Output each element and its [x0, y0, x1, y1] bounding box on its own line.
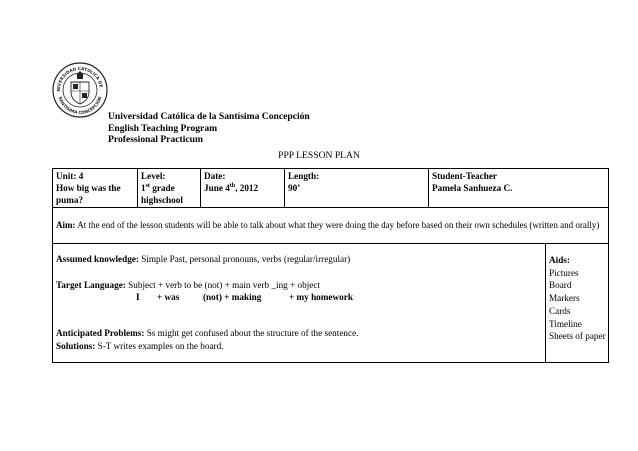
- institution-header: [108, 111, 310, 146]
- aids-column: [549, 254, 606, 343]
- aids-item: Timeline: [549, 318, 582, 329]
- unit-label: Unit: 4: [56, 171, 84, 181]
- date-value: [204, 183, 258, 195]
- date-year: , 2012: [235, 182, 259, 193]
- assumed-knowledge-text: Simple Past, personal pronouns, verbs (regular/irregular): [138, 254, 351, 264]
- level-label: Level:: [141, 171, 166, 181]
- svg-text:UNIVERSIDAD CATOLICA DE LA: NIVERSIDAD CATOLICA DE: [55, 65, 104, 92]
- length-cell: [288, 171, 319, 195]
- aim-label: Aim:: [56, 220, 76, 230]
- date-cell: [204, 171, 258, 195]
- aids-label: Aids:: [549, 255, 570, 265]
- example-making: (not) + making: [203, 292, 262, 302]
- table-divider-info: [52, 207, 609, 208]
- table-border-bottom: [52, 362, 609, 363]
- university-seal: [52, 62, 108, 118]
- level-grade-number: 1: [141, 182, 146, 193]
- student-teacher-cell: [432, 171, 512, 195]
- aids-item: Markers: [549, 293, 580, 304]
- level-school: highschool: [141, 194, 183, 205]
- level-grade: [141, 183, 183, 195]
- table-col-divider-2: [200, 168, 201, 208]
- level-cell: [141, 171, 183, 206]
- table-border-top: [52, 168, 609, 169]
- assumed-knowledge-label: Assumed knowledge:: [56, 254, 139, 264]
- example-was: + was: [157, 292, 180, 302]
- date-prefix: June 4: [204, 182, 230, 193]
- svg-text:SANTISIMA CONCEPCION: SANTISIMA CONCEPCION: [57, 95, 103, 116]
- target-language: [56, 280, 320, 292]
- unit-title-line-2: puma?: [56, 194, 84, 205]
- aids-item: Cards: [549, 305, 571, 316]
- page-title: PPP LESSON PLAN: [278, 150, 360, 161]
- program-name: English Teaching Program: [108, 122, 218, 134]
- length-label: Length:: [288, 171, 320, 181]
- level-grade-word: grade: [149, 182, 175, 193]
- table-col-divider-1: [137, 168, 138, 208]
- date-suffix-sup: th: [229, 182, 236, 189]
- unit-title-line-1: How big was the: [56, 182, 121, 193]
- aim-row: [56, 220, 599, 232]
- aids-item: Board: [549, 280, 572, 291]
- unit-cell: [56, 171, 121, 206]
- solutions-label: Solutions:: [56, 341, 96, 351]
- solutions: [56, 341, 224, 353]
- table-col-divider-4: [428, 168, 429, 208]
- aids-item: Pictures: [549, 267, 579, 278]
- student-teacher-name: Pamela Sanhueza C.: [432, 182, 513, 193]
- anticipated-problems: [56, 328, 358, 340]
- university-name: Universidad Católica de la Santísima Concepción: [108, 111, 310, 122]
- table-divider-aim: [52, 243, 609, 244]
- length-value: 90’: [288, 182, 301, 193]
- example-homework: + my homework: [289, 292, 353, 302]
- table-border-left: [52, 168, 53, 363]
- table-col-divider-3: [284, 168, 285, 208]
- table-border-right: [608, 168, 609, 363]
- practicum-name: Professional Practicum: [108, 134, 203, 146]
- date-label: Date:: [204, 171, 226, 181]
- aim-text: At the end of the lesson students will be able to talk about what they were doing the day before based on their own schedules (written and orally): [75, 220, 600, 230]
- target-language-text: Subject + verb to be (not) + main verb _ing + object: [125, 280, 320, 290]
- anticipated-problems-label: Anticipated Problems:: [56, 328, 145, 338]
- solutions-text: S-T writes examples on the board.: [95, 341, 224, 351]
- anticipated-problems-text: Ss might get confused about the structure of the sentence.: [144, 328, 359, 338]
- student-teacher-label: Student-Teacher: [432, 171, 497, 181]
- target-language-label: Target Language:: [56, 280, 126, 290]
- example-subject: I: [136, 292, 140, 302]
- level-grade-suffix: st: [145, 182, 150, 189]
- aids-item: Sheets of paper: [549, 331, 606, 342]
- assumed-knowledge: [56, 254, 350, 266]
- table-col-divider-aids: [545, 243, 546, 363]
